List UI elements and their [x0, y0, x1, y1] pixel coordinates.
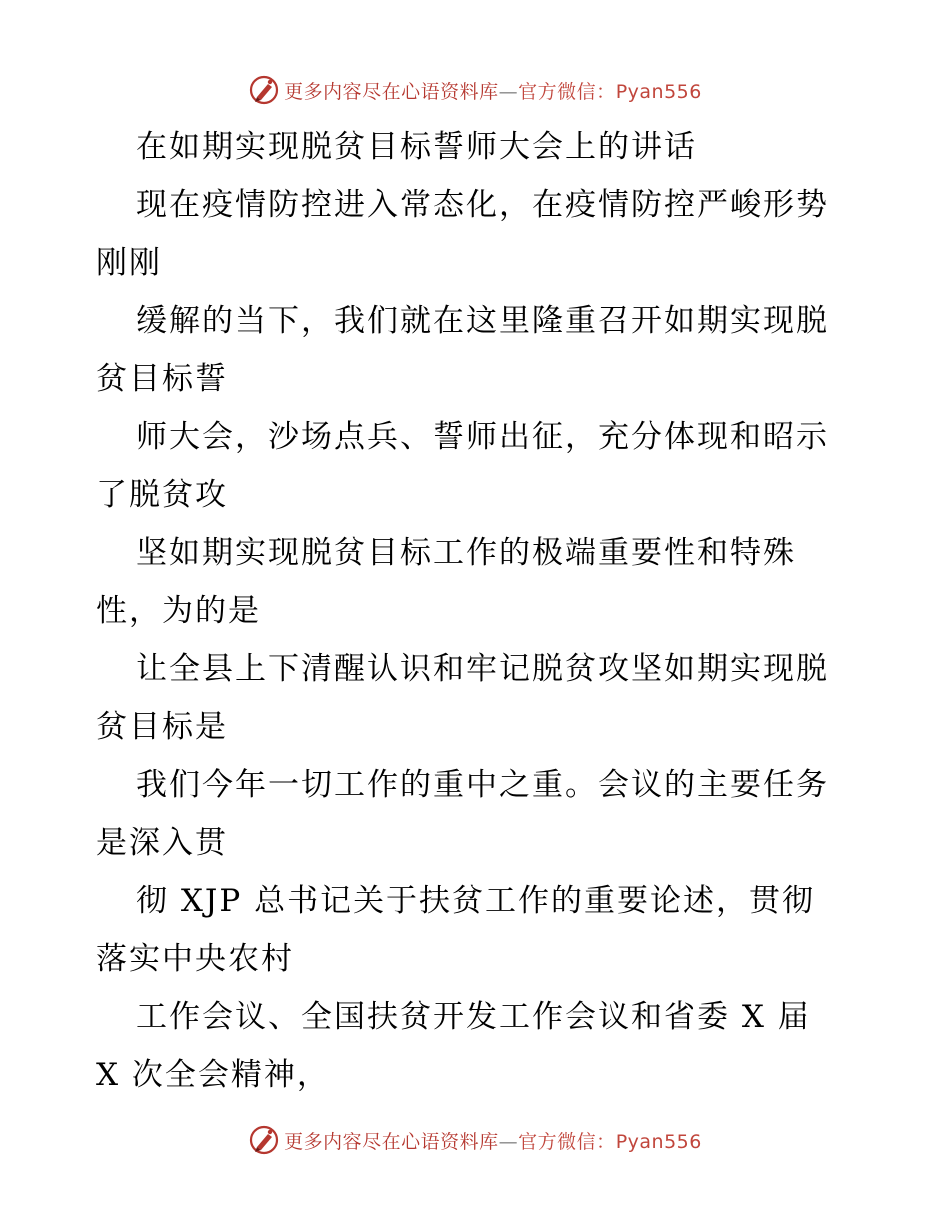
document-title: 在如期实现脱贫目标誓师大会上的讲话	[136, 129, 697, 165]
text-line: 彻 XJP 总书记关于扶贫工作的重要论述，贯彻	[136, 883, 816, 919]
text-line: 师大会，沙场点兵、誓师出征，充分体现和昭示	[136, 419, 829, 455]
text-line: X 次全会精神，	[96, 1057, 330, 1093]
text-line: 坚如期实现脱贫目标工作的极端重要性和特殊	[136, 535, 796, 571]
banner-separator: —	[498, 1130, 519, 1153]
text-line: 是深入贯	[96, 825, 228, 861]
text-line: 让全县上下清醒认识和牢记脱贫攻坚如期实现脱	[136, 651, 829, 687]
banner-text	[284, 1127, 702, 1154]
banner-main-text: 更多内容尽在心语资料库	[284, 80, 499, 103]
text-line: 我们今年一切工作的重中之重。会议的主要任务	[136, 767, 829, 803]
banner-contact-id: Pyan556	[615, 80, 702, 103]
text-line: 贫目标誓	[96, 361, 228, 397]
banner-text	[284, 77, 702, 104]
banner-contact-label: 官方微信：	[518, 80, 616, 103]
pen-logo-icon	[248, 1124, 280, 1156]
text-line: 缓解的当下，我们就在这里隆重召开如期实现脱	[136, 303, 829, 339]
text-line: 刚刚	[96, 245, 162, 281]
text-line: 了脱贫攻	[96, 477, 228, 513]
text-line: 贫目标是	[96, 709, 228, 745]
text-line: 落实中央农村	[96, 941, 294, 977]
pen-logo-icon	[248, 74, 280, 106]
text-line: 现在疫情防控进入常态化，在疫情防控严峻形势	[136, 187, 829, 223]
banner-main-text: 更多内容尽在心语资料库	[284, 1130, 499, 1153]
footer-banner	[0, 1120, 950, 1160]
header-banner	[0, 70, 950, 110]
banner-contact-id: Pyan556	[615, 1130, 702, 1153]
banner-separator: —	[498, 80, 519, 103]
text-line: 工作会议、全国扶贫开发工作会议和省委 X 届	[136, 999, 811, 1035]
document-body	[96, 118, 866, 1104]
banner-contact-label: 官方微信：	[518, 1130, 616, 1153]
text-line: 性，为的是	[96, 593, 261, 629]
